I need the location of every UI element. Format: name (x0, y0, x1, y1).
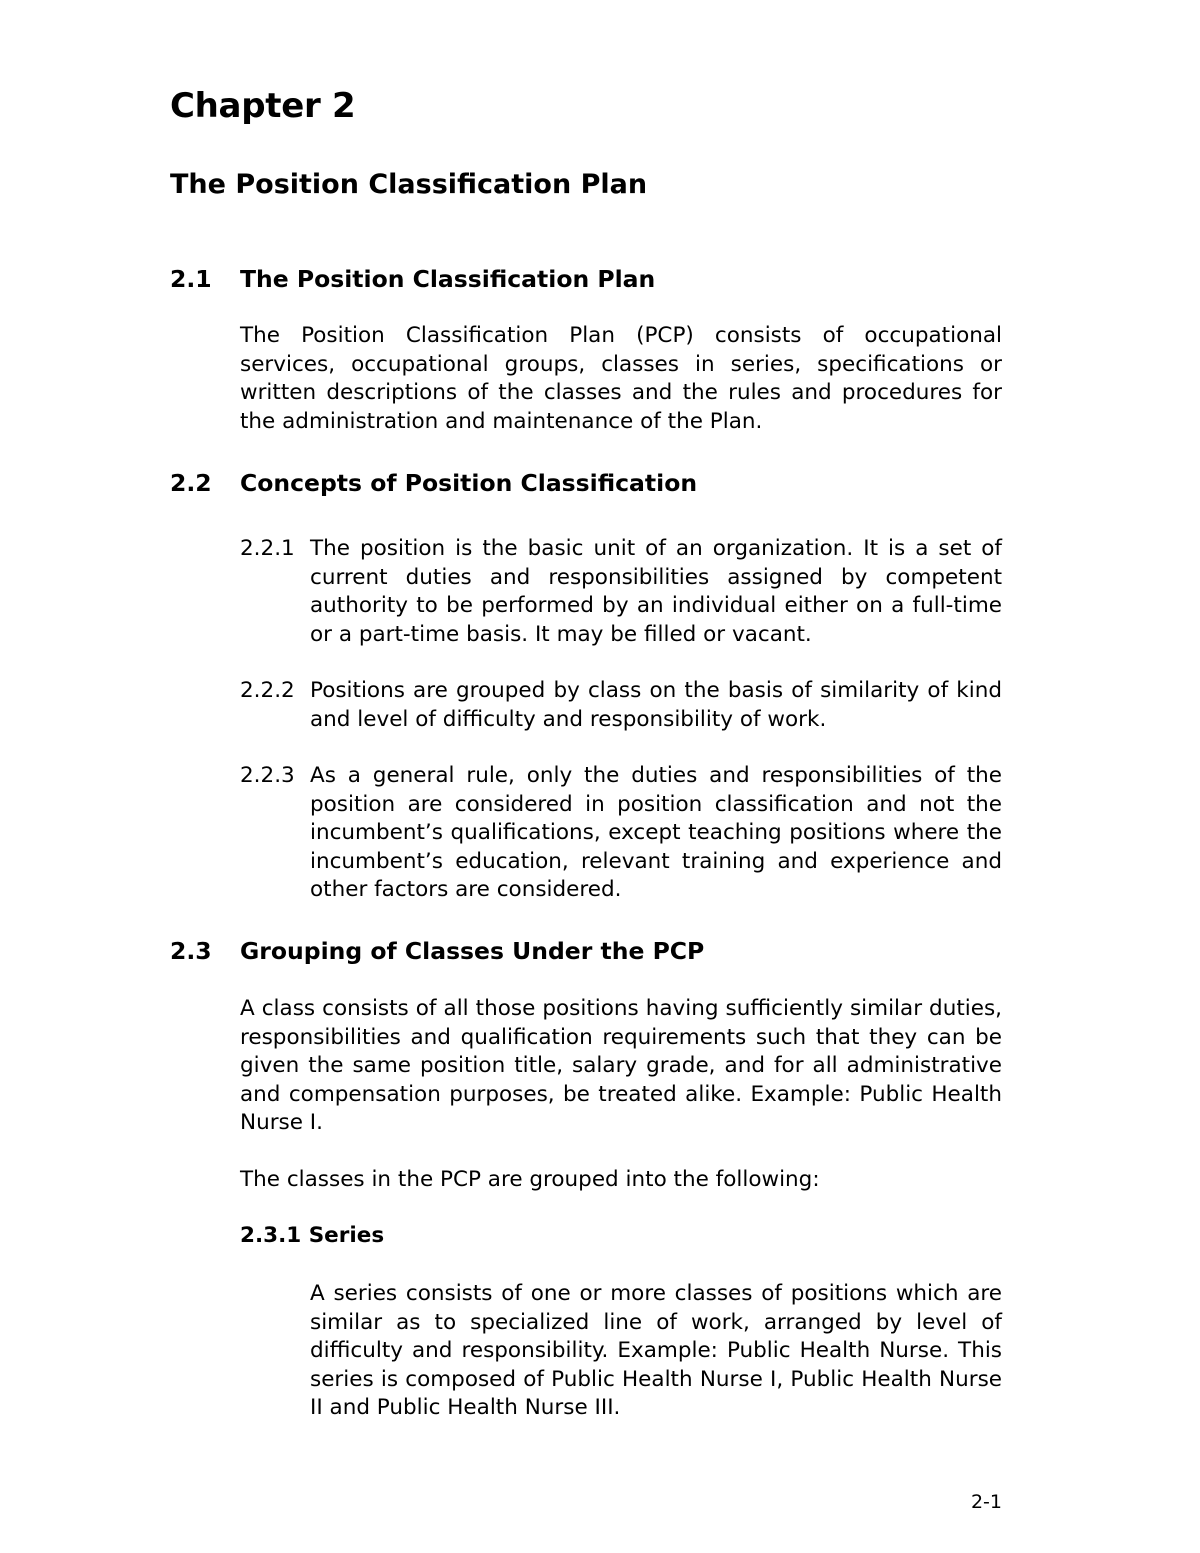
subsection-number: 2.2.3 (240, 763, 295, 788)
section-heading-2-1 (170, 263, 655, 295)
subsection-2-3-1-body: A series consists of one or more classes of positions which are similar as to specialized line of work, arranged by level of difficulty and responsibility. Example: Public Health Nurse. This series is composed of Public Health Nurse I, Public Health Nurse II and Public Health Nurse III. (310, 1281, 1002, 1421)
subsection-number: 2.2.1 (240, 536, 295, 561)
subsection-number: 2.2.2 (240, 678, 295, 703)
subsection-2-2-1 (240, 535, 1002, 649)
subsection-text: Positions are grouped by class on the basis of similarity of kind and level of difficulty and responsibility of work. (310, 678, 1002, 732)
section-2-3-intro: The classes in the PCP are grouped into the following: (240, 1167, 820, 1192)
section-number: 2.3 (170, 937, 212, 965)
section-title: Grouping of Classes Under the PCP (240, 937, 705, 965)
section-title: The Position Classification Plan (240, 265, 656, 293)
section-number: 2.2 (170, 469, 212, 497)
subsection-text: The position is the basic unit of an organization. It is a set of current duties and responsibilities assigned by competent authority to be performed by an individual either on a full-time or a part-time basis. It may be filled or vacant. (310, 536, 1002, 647)
section-number: 2.1 (170, 265, 212, 293)
section-heading-2-3 (170, 935, 704, 967)
section-title: Concepts of Position Classification (240, 469, 698, 497)
subsection-2-2-3 (240, 762, 1002, 905)
subsection-text: As a general rule, only the duties and responsibilities of the position are considered in position classification and not the incumbent’s qualifications, except teaching positions where the incumbent’s education, relevant training and experience and other factors are considered. (310, 763, 1002, 903)
section-heading-2-2 (170, 467, 697, 499)
chapter-title: Chapter 2 (170, 86, 356, 126)
chapter-subtitle: The Position Classification Plan (170, 169, 648, 200)
section-2-1-body: The Position Classification Plan (PCP) consists of occupational services, occupational groups, classes in series, specifications or written descriptions of the classes and the rules and procedures for the administration and maintenance of the Plan. (240, 323, 1002, 434)
subsection-2-2-2 (240, 677, 1002, 734)
page-number: 2-1 (970, 1491, 1002, 1513)
subsection-heading-2-3-1: 2.3.1 Series (240, 1223, 385, 1248)
section-2-3-body: A class consists of all those positions having sufficiently similar duties, responsibilities and qualification requirements such that they can be given the same position title, salary grade, and for all administrative and compensation purposes, be treated alike. Example: Public Health Nurse I. (240, 996, 1002, 1136)
